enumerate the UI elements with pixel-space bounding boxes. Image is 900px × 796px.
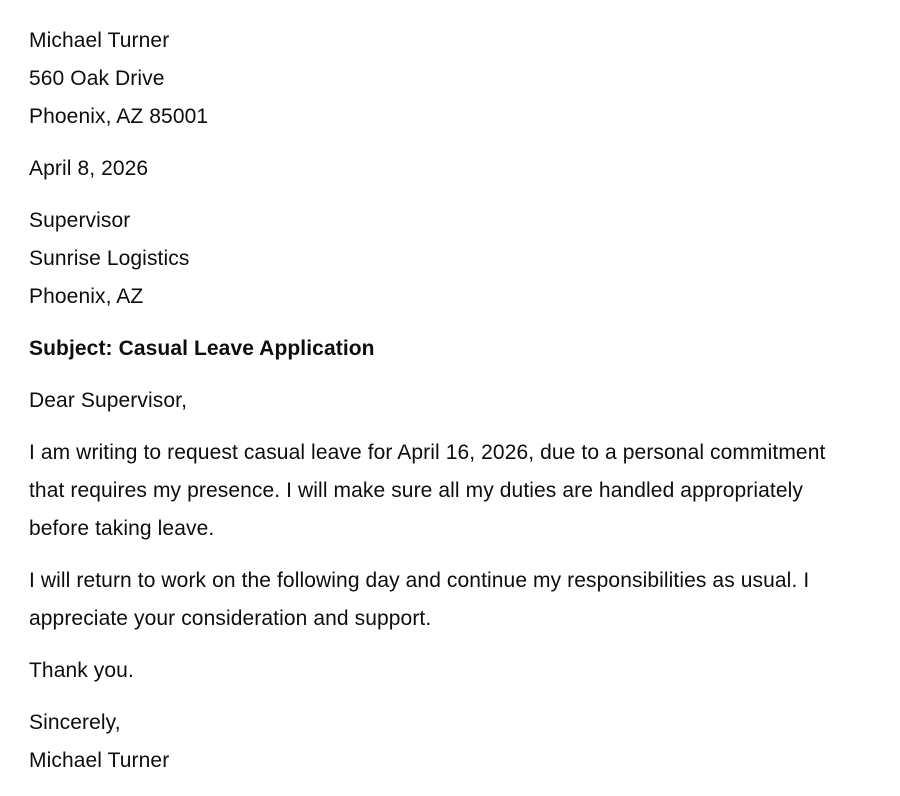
recipient-company: Sunrise Logistics xyxy=(29,247,190,270)
recipient-title: Supervisor xyxy=(29,209,131,232)
letter-body xyxy=(29,22,851,780)
sender-address-block xyxy=(29,22,851,136)
body-paragraph-1-block xyxy=(29,434,851,548)
body-paragraph-2-block xyxy=(29,562,851,638)
body-paragraph-1: I am writing to request casual leave for April 16, 2026, due to a personal commitment that requires my presence. I will make sure all my duties are handled appropriately before taking leave. xyxy=(29,441,826,540)
signature-name: Michael Turner xyxy=(29,749,170,772)
subject-line-block xyxy=(29,330,851,368)
letter-date-block xyxy=(29,150,851,188)
letter-date: April 8, 2026 xyxy=(29,157,149,180)
valediction: Sincerely, xyxy=(29,711,121,734)
thanks-line: Thank you. xyxy=(29,659,134,682)
sender-city-state-zip: Phoenix, AZ 85001 xyxy=(29,105,209,128)
recipient-address-block xyxy=(29,202,851,316)
subject-line: Subject: Casual Leave Application xyxy=(29,337,375,360)
sender-street: 560 Oak Drive xyxy=(29,67,165,90)
thanks-block xyxy=(29,652,851,690)
sender-name: Michael Turner xyxy=(29,29,170,52)
recipient-city-state: Phoenix, AZ xyxy=(29,285,144,308)
closing-block xyxy=(29,704,851,780)
body-paragraph-2: I will return to work on the following day and continue my responsibilities as usual. I appreciate your consideration and support. xyxy=(29,569,810,630)
salutation-block xyxy=(29,382,851,420)
salutation: Dear Supervisor, xyxy=(29,389,188,412)
